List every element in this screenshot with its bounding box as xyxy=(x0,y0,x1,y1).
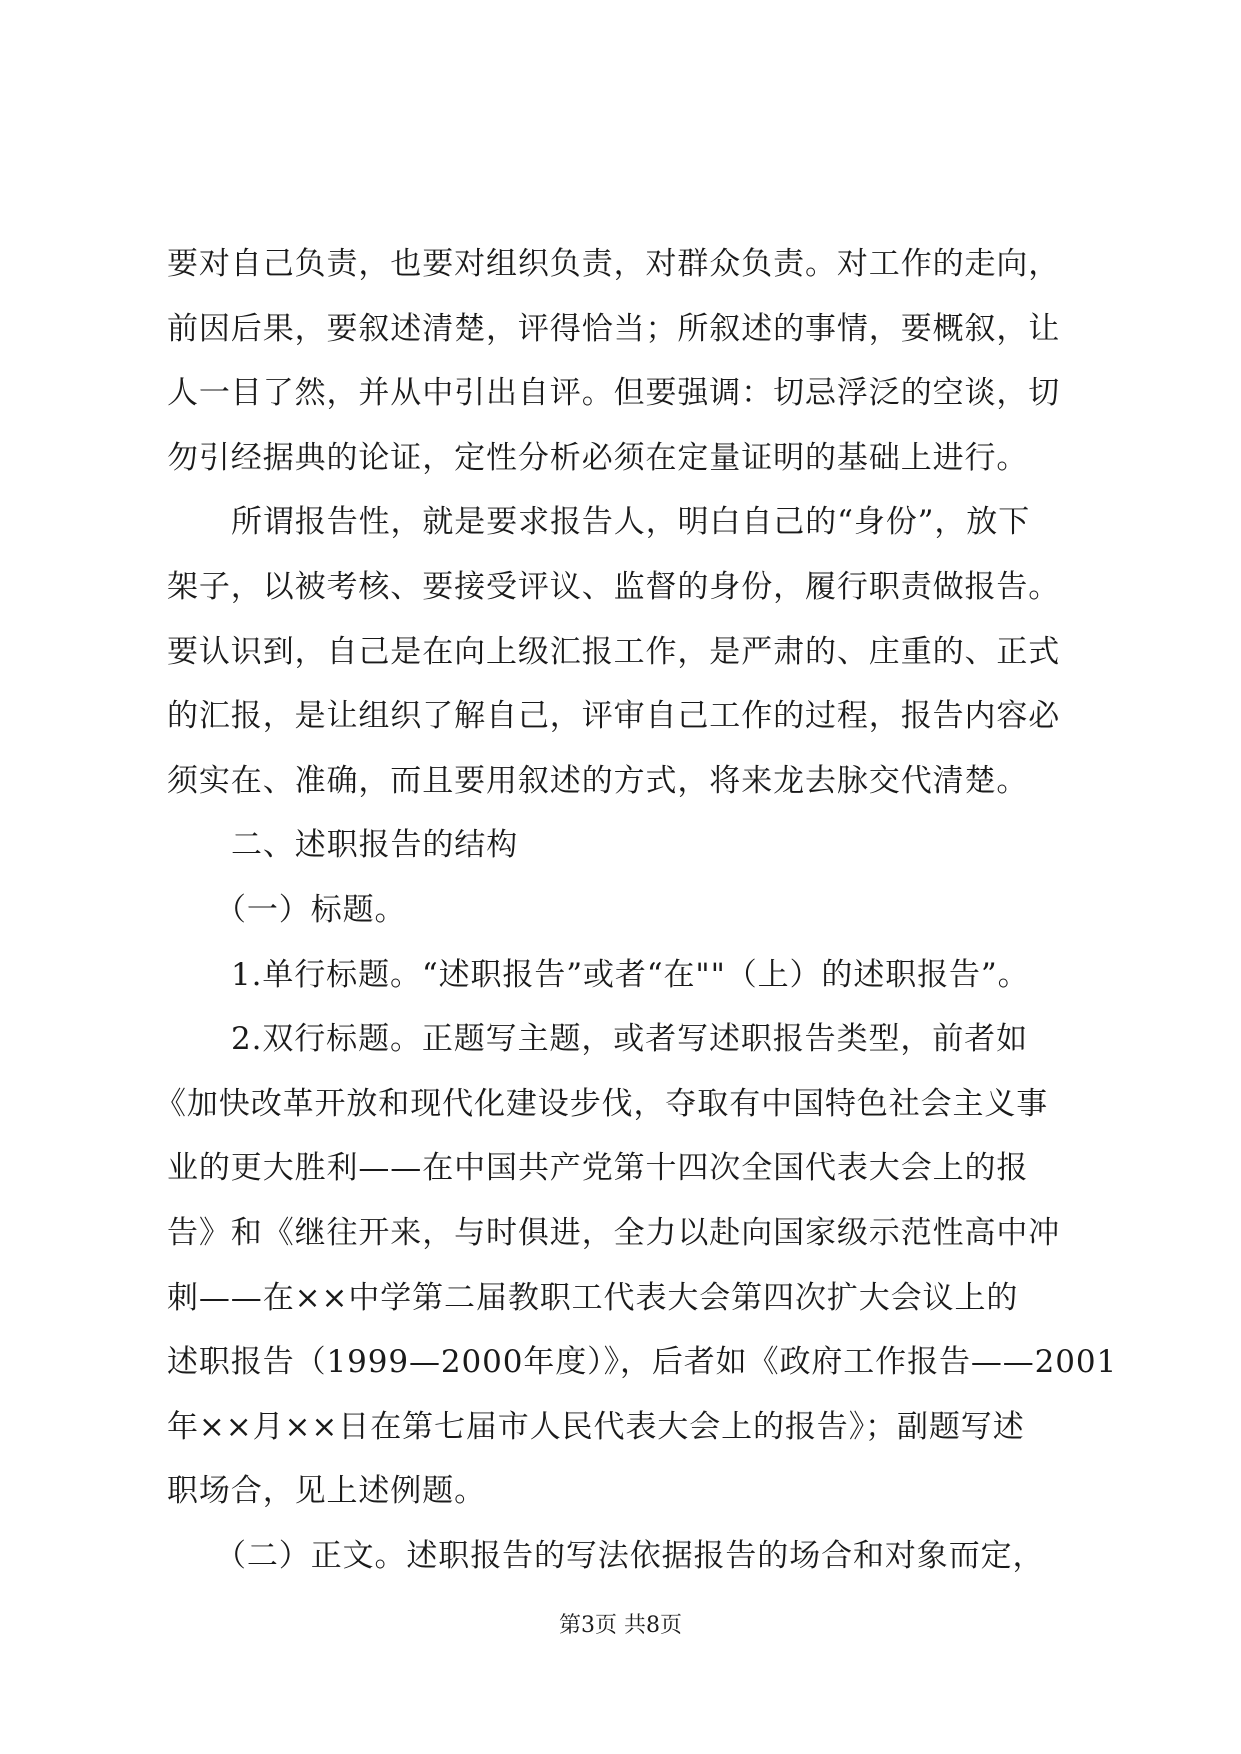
text-line: 职场合，见上述例题。 xyxy=(167,1473,486,1510)
text-line: 架子，以被考核、要接受评议、监督的身份，履行职责做报告。 xyxy=(167,568,1061,605)
paragraph-start-line: 所谓报告性，就是要求报告人，明白自己的“身份”，放下 xyxy=(231,504,1031,541)
subsection-heading: （二）正文。述职报告的写法依据报告的场合和对象而定， xyxy=(215,1537,1045,1574)
list-item-line: 1.单行标题。“述职报告”或者“在""（上）的述职报告”。 xyxy=(231,956,1030,993)
text-line: 前因后果，要叙述清楚，评得恰当；所叙述的事情，要概叙，让 xyxy=(167,310,1061,347)
document-body xyxy=(155,232,1118,1588)
section-heading: 二、述职报告的结构 xyxy=(231,827,519,864)
text-line: 勿引经据典的论证，定性分析必须在定量证明的基础上进行。 xyxy=(167,439,1029,476)
text-line: 的汇报，是让组织了解自己，评审自己工作的过程，报告内容必 xyxy=(167,698,1061,735)
text-line: 刺——在××中学第二届教职工代表大会第四次扩大会议上的 xyxy=(167,1279,1019,1316)
list-item-line: 2.双行标题。正题写主题，或者写述职报告类型，前者如 xyxy=(231,1021,1028,1058)
text-line: 年××月××日在第七届市人民代表大会上的报告》；副题写述 xyxy=(167,1408,1025,1445)
text-line: 告》和《继往开来，与时俱进，全力以赴向国家级示范性高中冲 xyxy=(167,1214,1061,1251)
text-line: 述职报告（1999—2000年度）》，后者如《政府工作报告——2001 xyxy=(167,1344,1118,1381)
text-line: 业的更大胜利——在中国共产党第十四次全国代表大会上的报 xyxy=(167,1150,1029,1187)
text-line: 人一目了然，并从中引出自评。但要强调：切忌浮泛的空谈，切 xyxy=(167,375,1061,412)
subsection-heading: （一）标题。 xyxy=(215,891,407,928)
text-line: 要对自己负责，也要对组织负责，对群众负责。对工作的走向， xyxy=(167,246,1061,282)
text-line: 《加快改革开放和现代化建设步伐，夺取有中国特色社会主义事 xyxy=(155,1085,1049,1122)
text-line: 须实在、准确，而且要用叙述的方式，将来龙去脉交代清楚。 xyxy=(167,762,1029,799)
page-number-footer: 第3页 共8页 xyxy=(559,1613,682,1638)
text-line: 要认识到，自己是在向上级汇报工作，是严肃的、庄重的、正式 xyxy=(167,633,1061,670)
